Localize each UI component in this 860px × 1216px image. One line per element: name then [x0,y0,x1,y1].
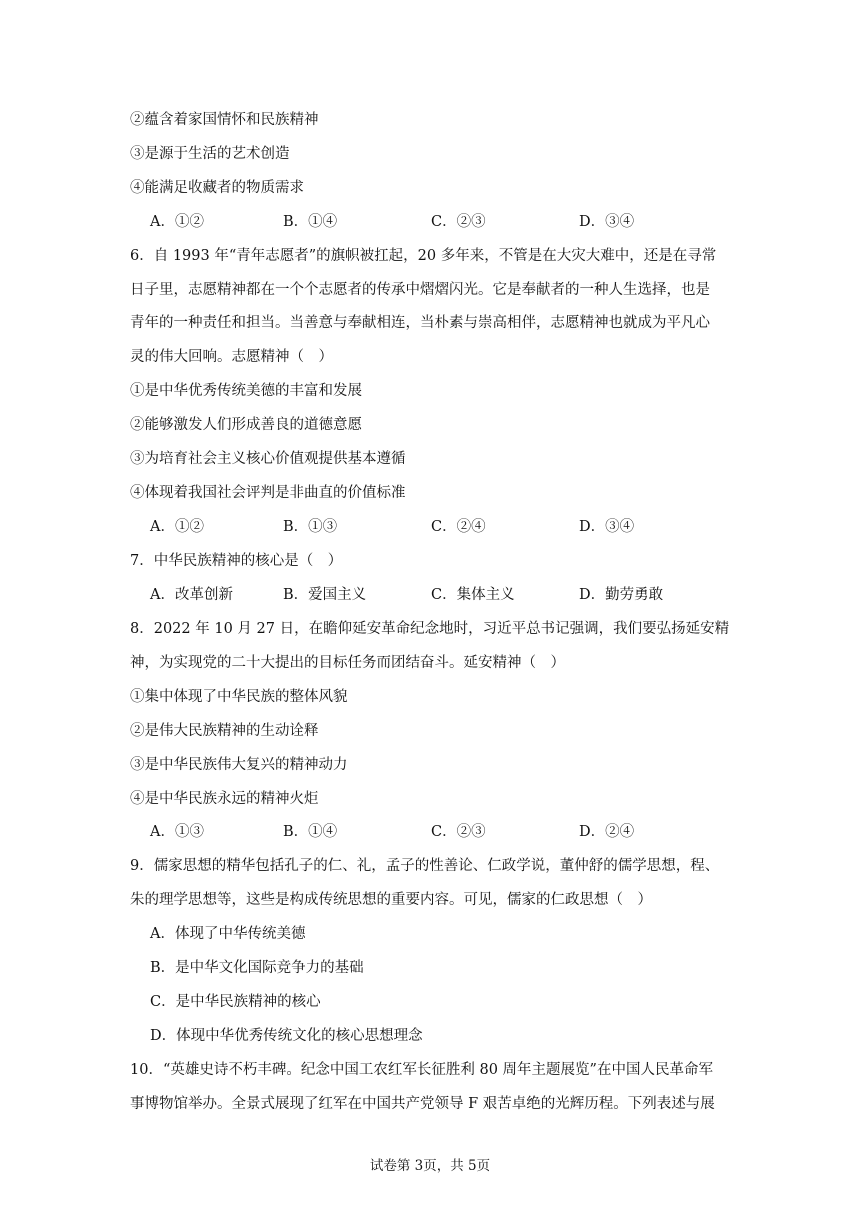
q6-option-b[interactable]: B．①③ [283,519,338,535]
q5-option-b[interactable]: B．①④ [283,214,338,230]
q6-option-c[interactable]: C．②④ [431,519,486,535]
q9-option-b[interactable]: B．是中华文化国际竞争力的基础 [150,960,364,976]
q6-statement-1: ①是中华优秀传统美德的丰富和发展 [130,383,362,399]
q6-statement-3: ③为培育社会主义核心价值观提供基本遵循 [130,451,406,467]
q5-statement-3: ③是源于生活的艺术创造 [130,146,290,162]
q10-stem-line-1: 10．“英雄史诗不朽丰碑。纪念中国工农红军长征胜利 80 周年主题展览”在中国人民革命军 [130,1062,713,1078]
q9-option-a[interactable]: A．体现了中华传统美德 [150,926,306,942]
q5-option-c[interactable]: C．②③ [431,214,486,230]
q6-statement-2: ②能够激发人们形成善良的道德意愿 [130,417,362,433]
q7-option-a[interactable]: A．改革创新 [150,587,233,603]
q7-options [150,585,710,605]
q8-statement-1: ①集中体现了中华民族的整体风貌 [130,689,348,705]
q10-stem-line-2: 事博物馆举办。全景式展现了红军在中国共产党领导 F 艰苦卓绝的光辉历程。下列表述与展 [130,1096,715,1112]
q8-option-b[interactable]: B．①④ [283,824,338,840]
q7-option-d[interactable]: D．勤劳勇敢 [579,587,664,603]
q6-options [150,517,710,537]
q7-option-b[interactable]: B．爱国主义 [283,587,367,603]
q9-stem-line-1: 9．儒家思想的精华包括孔子的仁、礼，孟子的性善论、仁政学说，董仲舒的儒学思想，程、 [130,858,720,874]
q7-option-c[interactable]: C．集体主义 [431,587,515,603]
q5-options [150,212,710,232]
q8-stem-line-1: 8．2022 年 10 月 27 日，在瞻仰延安革命纪念地时，习近平总书记强调，我们要弘扬延安精 [130,621,730,637]
q8-option-d[interactable]: D．②④ [579,824,635,840]
q6-stem-line-4: 灵的伟大回响。志愿精神（ ） [130,349,333,365]
q8-option-a[interactable]: A．①③ [150,824,204,840]
q7-stem: 7．中华民族精神的核心是（ ） [130,553,343,569]
q6-statement-4: ④体现着我国社会评判是非曲直的价值标准 [130,485,406,501]
q8-options [150,822,710,842]
q8-option-c[interactable]: C．②③ [431,824,486,840]
page-footer: 试卷第 3页，共 5页 [369,1158,491,1174]
q6-stem-line-1: 6．自 1993 年“青年志愿者”的旗帜被扛起，20 多年来，不管是在大灾大难中，还是在寻常 [130,248,717,264]
q9-option-d[interactable]: D．体现中华优秀传统文化的核心思想理念 [150,1028,423,1044]
q8-statement-3: ③是中华民族伟大复兴的精神动力 [130,757,348,773]
q8-stem-line-2: 神，为实现党的二十大提出的目标任务而团结奋斗。延安精神（ ） [130,655,565,671]
q5-statement-2: ②蕴含着家国情怀和民族精神 [130,112,319,128]
q8-statement-4: ④是中华民族永远的精神火炬 [130,791,319,807]
q6-stem-line-2: 日子里，志愿精神都在一个个志愿者的传承中熠熠闪光。它是奉献者的一种人生选择，也是 [130,282,710,298]
q5-statement-4: ④能满足收藏者的物质需求 [130,180,304,196]
q8-statement-2: ②是伟大民族精神的生动诠释 [130,723,319,739]
q6-option-a[interactable]: A．①② [150,519,204,535]
q5-option-a[interactable]: A．①② [150,214,204,230]
q9-stem-line-2: 朱的理学思想等，这些是构成传统思想的重要内容。可见，儒家的仁政思想（ ） [130,892,652,908]
q6-option-d[interactable]: D．③④ [579,519,635,535]
q5-option-d[interactable]: D．③④ [579,214,635,230]
q6-stem-line-3: 青年的一种责任和担当。当善意与奉献相连，当朴素与崇高相伴，志愿精神也就成为平凡心 [130,315,710,331]
q9-option-c[interactable]: C．是中华民族精神的核心 [150,994,321,1010]
